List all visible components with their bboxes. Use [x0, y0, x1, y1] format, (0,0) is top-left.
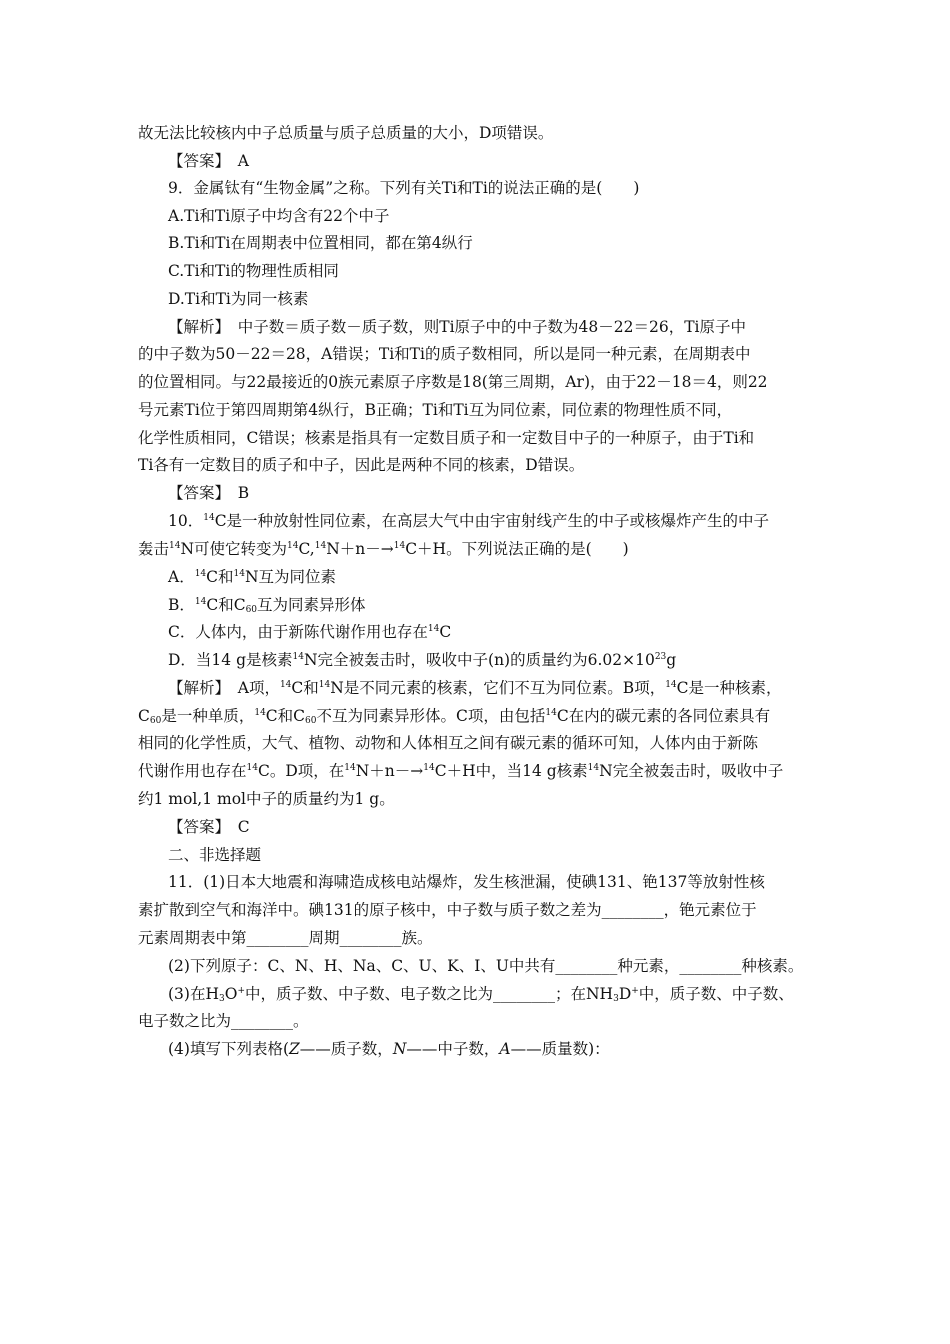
solution-line: 的位置相同。与22最接近的0族元素原子序数是18(第三周期，Ar)，由于22－18＝4，则22 [138, 373, 768, 391]
question-10: 10．$^{14}$C是一种放射性同位素，在高层大气中由宇宙射线产生的中子或核爆炸产生的中子 [168, 512, 770, 530]
solution-line: 代谢作用也存在$^{14}$C。D项，在$^{14}$N＋n－→$^{14}$C＋H中，当14 g核素$^{14}$N完全被轰击时，吸收中子 [138, 762, 784, 780]
solution-line: 【解析】 A项，$^{14}$C和$^{14}$N是不同元素的核素，它们不互为同位素。B项，$^{14}$C是一种核素， [168, 679, 782, 697]
answer-line: 【答案】 A [168, 152, 249, 170]
question-11-cont: 元素周期表中第________周期________族。 [138, 929, 433, 947]
text-line: 故无法比较核内中子总质量与质子总质量的大小，D项错误。 [138, 124, 554, 142]
solution-line: Ti各有一定数目的质子和中子，因此是两种不同的核素，D错误。 [138, 456, 585, 474]
option-c: C．人体内，由于新陈代谢作用也存在$^{14}$C [168, 623, 452, 641]
answer-line: 【答案】 B [168, 484, 250, 502]
solution-line: 化学性质相同，C错误；核素是指具有一定数目质子和一定数目中子的一种原子，由于Ti和 [138, 429, 755, 447]
option-d: D.Ti和Ti为同一核素 [168, 290, 309, 308]
question-11-part3: (3)在$H_3O^+$中，质子数、中子数、电子数之比为________；在$NH_3D^+$中，质子数、中子数、 [168, 985, 794, 1004]
question-11-cont: 素扩散到空气和海洋中。碘131的原子核中，中子数与质子数之差为________，铯元素位于 [138, 901, 757, 919]
question-9: 9．金属钛有“生物金属”之称。下列有关Ti和Ti的说法正确的是( ) [168, 179, 640, 197]
question-11-part2: (2)下列原子：C、N、H、Na、C、U、K、I、U中共有________种元素，________种核素。 [168, 957, 804, 975]
question-11-part4: (4)填写下列表格(Z——质子数，N——中子数，A——质量数)： [168, 1040, 610, 1058]
option-b: B．$^{14}$C和$C_{60}$互为同素异形体 [168, 596, 366, 615]
option-d: D．当14 g是核素$^{14}$N完全被轰击时，吸收中子(n)的质量约为$6.02\times 10^{23}g$ [168, 651, 677, 669]
solution-line: 号元素Ti位于第四周期第4纵行，B正确；Ti和Ti互为同位素，同位素的物理性质不同， [138, 401, 733, 419]
solution-line: 约1 mol,1 mol中子的质量约为1 g。 [138, 790, 395, 808]
answer-line: 【答案】 C [168, 818, 250, 836]
section-heading: 二、非选择题 [168, 846, 262, 864]
option-a: A.Ti和Ti原子中均含有22个中子 [168, 207, 390, 225]
question-10-cont: 轰击$^{14}$N可使它转变为$^{14}$C,$^{14}$N＋n－→$^{14}$C＋H。下列说法正确的是( ) [138, 540, 629, 558]
option-a: A．$^{14}$C和$^{14}$N互为同位素 [168, 568, 337, 586]
question-11: 11．(1)日本大地震和海啸造成核电站爆炸，发生核泄漏，使碘131、铯137等放射性核 [168, 873, 765, 891]
solution-line: $C_{60}$是一种单质，$^{14}$C和$C_{60}$不互为同素异形体。C项，由包括$^{14}$C在内的碳元素的各同位素具有 [138, 707, 771, 726]
option-b: B.Ti和Ti在周期表中位置相同，都在第4纵行 [168, 234, 473, 252]
solution-line: 的中子数为50－22＝28，A错误；Ti和Ti的质子数相同，所以是同一种元素，在周期表中 [138, 345, 751, 363]
solution-line: 相同的化学性质，大气、植物、动物和人体相互之间有碳元素的循环可知，人体内由于新陈 [138, 734, 759, 752]
question-11-part3-cont: 电子数之比为________。 [138, 1012, 309, 1030]
option-c: C.Ti和Ti的物理性质相同 [168, 262, 339, 280]
solution-line: 【解析】 中子数＝质子数－质子数，则Ti原子中的中子数为48－22＝26，Ti原子中 [168, 318, 747, 336]
